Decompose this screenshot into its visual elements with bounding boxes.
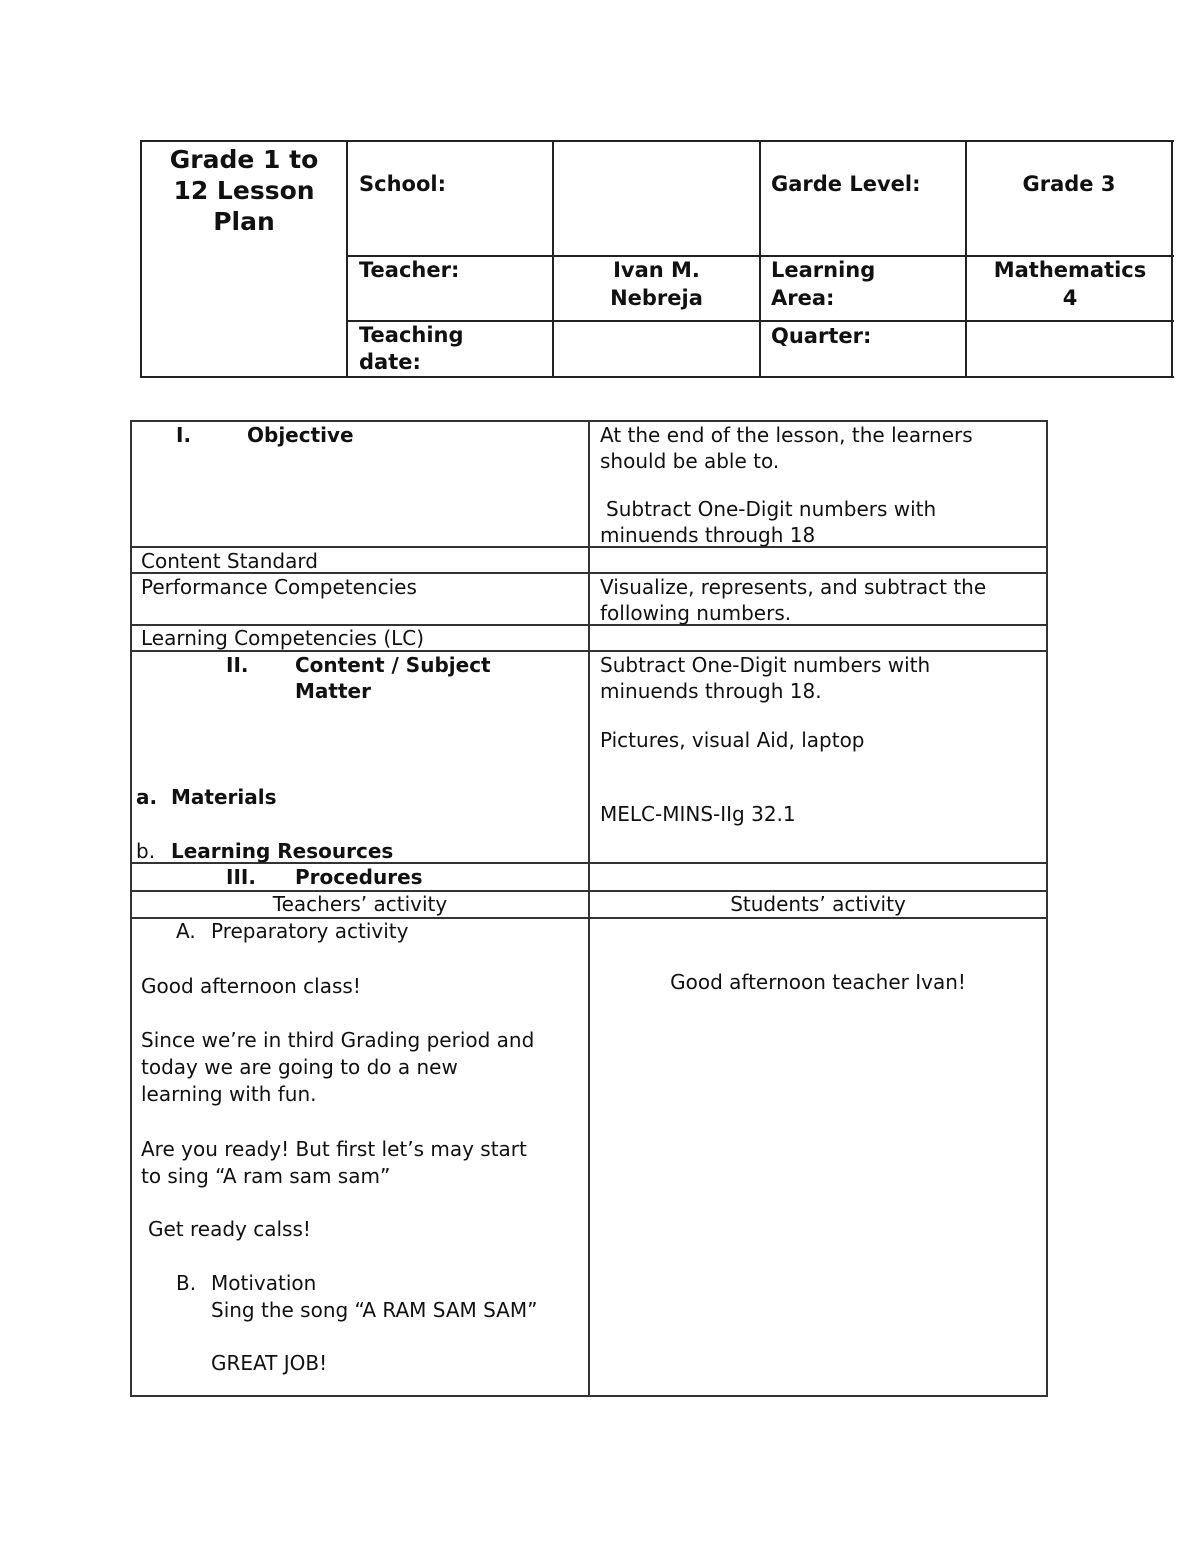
teacher-line-2a: Are you ready! But first let’s may start (141, 1137, 527, 1161)
materials-text: Pictures, visual Aid, laptop (600, 728, 865, 752)
learning-area-value-line2: 4 (1062, 286, 1078, 310)
header-border-left (140, 140, 142, 378)
students-activity-header: Students’ activity (730, 892, 906, 916)
teacher-get-ready: Get ready calss! (148, 1217, 311, 1241)
objective-heading: Objective (247, 423, 354, 447)
performance-text-line1: Visualize, represents, and subtract the (600, 575, 987, 599)
objective-goal-line2: minuends through 18 (600, 523, 816, 547)
performance-text-line2: following numbers. (600, 601, 792, 625)
resources-label: Learning Resources (171, 839, 394, 863)
teaching-date-label-line1: Teaching (359, 323, 464, 347)
teacher-label: Teacher: (359, 258, 460, 282)
learning-area-value-line1: Mathematics (993, 258, 1147, 282)
objective-text-line1: At the end of the lesson, the learners (600, 423, 973, 447)
materials-marker: a. (136, 785, 158, 809)
teacher-line-1c: learning with fun. (141, 1082, 317, 1106)
objective-text (600, 422, 973, 474)
teacher-line-1b: today we are going to do a new (141, 1055, 458, 1079)
plan-border-right (1046, 420, 1048, 1397)
header-border-col3 (759, 140, 761, 378)
teaching-date-label-line2: date: (359, 350, 421, 374)
content-heading-line2: Matter (295, 679, 371, 703)
prep-marker: A. (176, 919, 196, 943)
content-number: II. (226, 653, 249, 677)
header-border-col1 (346, 140, 348, 378)
motivation-label: Motivation (211, 1271, 317, 1295)
procedures-number: III. (226, 865, 256, 889)
teacher-paragraph-2 (141, 1136, 527, 1190)
teacher-value-line1: Ivan M. (613, 258, 700, 282)
objective-text-line2: should be able to. (600, 449, 780, 473)
teacher-line-1a: Since we’re in third Grading period and (141, 1028, 535, 1052)
grade-level-label: Garde Level: (771, 172, 921, 196)
content-text (600, 652, 930, 704)
learning-area-label (771, 256, 875, 312)
content-heading-line1: Content / Subject (295, 653, 491, 677)
performance-text (600, 574, 986, 626)
content-text-line1: Subtract One-Digit numbers with (600, 653, 931, 677)
school-label: School: (359, 172, 446, 196)
learning-area-label-line1: Learning (771, 258, 876, 282)
teaching-date-label (359, 322, 464, 376)
motivation-marker: B. (176, 1271, 197, 1295)
procedures-heading: Procedures (295, 865, 423, 889)
student-greeting: Good afternoon teacher Ivan! (670, 970, 966, 994)
objective-goal-line1: Subtract One-Digit numbers with (606, 497, 937, 521)
header-border-bottom (140, 376, 1174, 378)
teacher-greeting: Good afternoon class! (141, 974, 361, 998)
content-standard-label: Content Standard (141, 549, 318, 573)
motivation-line: Sing the song “A RAM SAM SAM” (211, 1298, 538, 1322)
teacher-line-2b: to sing “A ram sam sam” (141, 1164, 391, 1188)
teachers-activity-header: Teachers’ activity (272, 892, 448, 916)
objective-number: I. (176, 423, 192, 447)
lesson-plan-title: Grade 1 to 12 Lesson Plan (169, 145, 319, 236)
learning-competencies-label: Learning Competencies (LC) (141, 626, 425, 650)
content-heading (295, 652, 491, 704)
quarter-label: Quarter: (771, 324, 872, 348)
teacher-paragraph-1 (141, 1027, 534, 1108)
motivation-block (211, 1270, 537, 1324)
teacher-value (554, 256, 759, 312)
learning-area-value (967, 256, 1173, 312)
learning-area-label-line2: Area: (771, 286, 835, 310)
objective-goal (600, 496, 936, 548)
resources-marker: b. (136, 839, 156, 863)
great-job: GREAT JOB! (211, 1351, 328, 1375)
grade-level-value: Grade 3 (1022, 172, 1116, 196)
performance-competencies-label: Performance Competencies (141, 575, 417, 599)
materials-label: Materials (171, 785, 277, 809)
header-border-top (140, 140, 1174, 142)
content-text-line2: minuends through 18. (600, 679, 822, 703)
teacher-value-line2: Nebreja (610, 286, 703, 310)
prep-label: Preparatory activity (211, 919, 409, 943)
resources-text: MELC-MINS-IIg 32.1 (600, 802, 796, 826)
